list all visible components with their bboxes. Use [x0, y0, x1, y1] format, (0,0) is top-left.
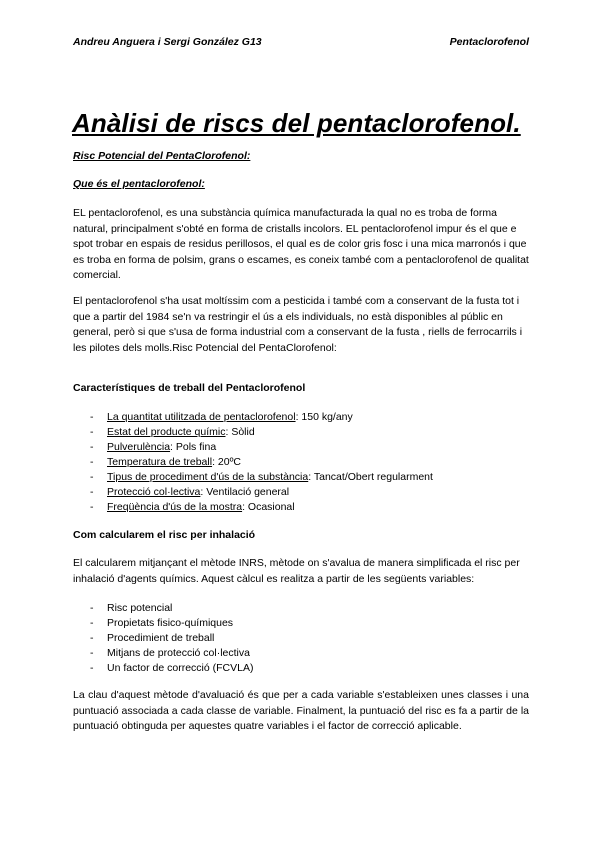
variables-list [73, 601, 253, 676]
paragraph-evaluation: La clau d'aquest mètode d'avaluació és que per a cada variable s'estableixen unes classes i una puntuació associada a cada classe de variable. Finalment, la puntuació del risc es fa a partir de la puntuació obtinguda per aquestes quatre variables i el factor de correcció aplicable. [73, 689, 529, 732]
section-heading-risc-potencial: Risc Potencial del PentaClorofenol: [73, 150, 251, 162]
list-item: - Procedimient de treball [73, 631, 253, 646]
list-item: - Freqüència d'ús de la mostra: Ocasional [73, 500, 433, 515]
subheading-que-es: Que és el pentaclorofenol: [73, 178, 205, 190]
list-item: - Propietats fisico-químiques [73, 616, 253, 631]
list-item: - Risc potencial [73, 601, 253, 616]
page-header [73, 36, 529, 48]
header-authors: Andreu Anguera i Sergi González G13 [73, 36, 262, 48]
list-item: - Mitjans de protecció col·lectiva [73, 646, 253, 661]
characteristics-list [73, 410, 433, 515]
list-item: - Estat del producte químic: Sòlid [73, 425, 433, 440]
list-item: - Protecció col·lectiva: Ventilació general [73, 485, 433, 500]
list-item: - Tipus de procediment d'ús de la substància: Tancat/Obert regularment [73, 470, 433, 485]
list-item: - Pulverulència: Pols fina [73, 440, 433, 455]
section-heading-calcul: Com calcularem el risc per inhalació [73, 529, 256, 541]
section-heading-caracteristiques: Característiques de treball del Pentaclorofenol [73, 382, 306, 394]
list-item: - La quantitat utilitzada de pentaclorofenol: 150 kg/any [73, 410, 433, 425]
paragraph-usage: El pentaclorofenol s'ha usat moltíssim com a pesticida i també com a conservant de la fusta tot i que a partir del 1984 se'n va restringir el ús a els individuals, no està disponibles al públic en general, però si que s'usa de forma industrial com a conservant de la fusta , riells de ferrocarrils i les pilotes dels molls.Risc Potencial del PentaClorofenol: [73, 295, 523, 354]
list-item: - Temperatura de treball: 20ºC [73, 455, 433, 470]
paragraph-definition: EL pentaclorofenol, es una substància química manufacturada la qual no es troba de forma natural, principalment s'obté en forma de cristalls incolors. EL pentaclorofenol impur és el que e spot trobar en espais de residus perillosos, el qual es de color gris fosc i una mica marronós i que es troba en forma de polsim, grans o escames, es coneix també com a pentaclorofenol de qualitat comercial. [73, 207, 529, 281]
list-item: - Un factor de correcció (FCVLA) [73, 661, 253, 676]
header-topic: Pentaclorofenol [449, 36, 529, 48]
document-title: Anàlisi de riscs del pentaclorofenol. [72, 108, 521, 138]
paragraph-method: El calcularem mitjançant el mètode INRS, mètode on s'avalua de manera simplificada el risc per inhalació d'agents químics. Aquest càlcul es realitza a partir de les següents variables: [73, 557, 520, 585]
